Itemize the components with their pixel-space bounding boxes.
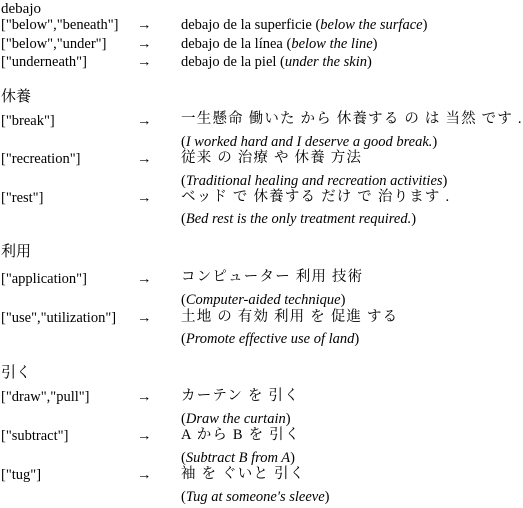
arrow-icon: → <box>137 113 152 129</box>
arrow-icon: → <box>137 54 152 70</box>
example-sentence: A から B を 引く <box>181 427 301 443</box>
sense-keys: ["break"] <box>1 113 55 129</box>
sense-keys: ["subtract"] <box>1 428 69 444</box>
example-sentence: カーテン を 引く <box>181 388 300 404</box>
example-sentence: 袖 を ぐいと 引く <box>181 466 306 482</box>
example-translation: (Traditional healing and recreation activities) <box>181 173 448 189</box>
example-translation: (Subtract B from A) <box>181 450 296 466</box>
section-heading: 引く <box>1 365 32 381</box>
example-text: debajo de la línea (below the line) <box>181 36 378 52</box>
sense-keys: ["application"] <box>1 271 87 287</box>
arrow-icon: → <box>137 36 152 52</box>
sense-keys: ["below","beneath"] <box>1 17 119 33</box>
sense-keys: ["rest"] <box>1 190 44 206</box>
example-sentence: 従来 の 治療 や 休養 方法 <box>181 150 363 166</box>
example-sentence: 一生懸命 働いた から 休養する の は 当然 です . <box>181 111 523 127</box>
section-heading: 利用 <box>1 244 32 260</box>
arrow-icon: → <box>137 17 152 33</box>
example-text: debajo de la piel (under the skin) <box>181 54 372 70</box>
arrow-icon: → <box>137 467 152 483</box>
sense-keys: ["recreation"] <box>1 151 81 167</box>
example-translation: (Tug at someone's sleeve) <box>181 489 330 505</box>
example-sentence: コンピューター 利用 技術 <box>181 269 364 285</box>
sense-keys: ["underneath"] <box>1 54 87 70</box>
arrow-icon: → <box>137 310 152 326</box>
example-translation: (Computer-aided technique) <box>181 292 346 308</box>
example-sentence: ベッド で 休養する だけ で 治ります . <box>181 189 451 205</box>
example-translation: (Draw the curtain) <box>181 411 291 427</box>
section-heading: 休養 <box>1 89 32 105</box>
example-sentence: 土地 の 有効 利用 を 促進 する <box>181 309 399 325</box>
arrow-icon: → <box>137 190 152 206</box>
example-translation: (I worked hard and I deserve a good break.) <box>181 134 438 150</box>
example-translation: (Bed rest is the only treatment required.) <box>181 211 417 227</box>
sense-keys: ["draw","pull"] <box>1 389 90 405</box>
section-heading: debajo <box>1 1 41 17</box>
example-text: debajo de la superficie (below the surface) <box>181 17 428 33</box>
arrow-icon: → <box>137 271 152 287</box>
example-translation: (Promote effective use of land) <box>181 331 360 347</box>
sense-keys: ["tug"] <box>1 467 42 483</box>
sense-keys: ["use","utilization"] <box>1 310 117 326</box>
arrow-icon: → <box>137 151 152 167</box>
arrow-icon: → <box>137 428 152 444</box>
sense-keys: ["below","under"] <box>1 36 107 52</box>
arrow-icon: → <box>137 389 152 405</box>
